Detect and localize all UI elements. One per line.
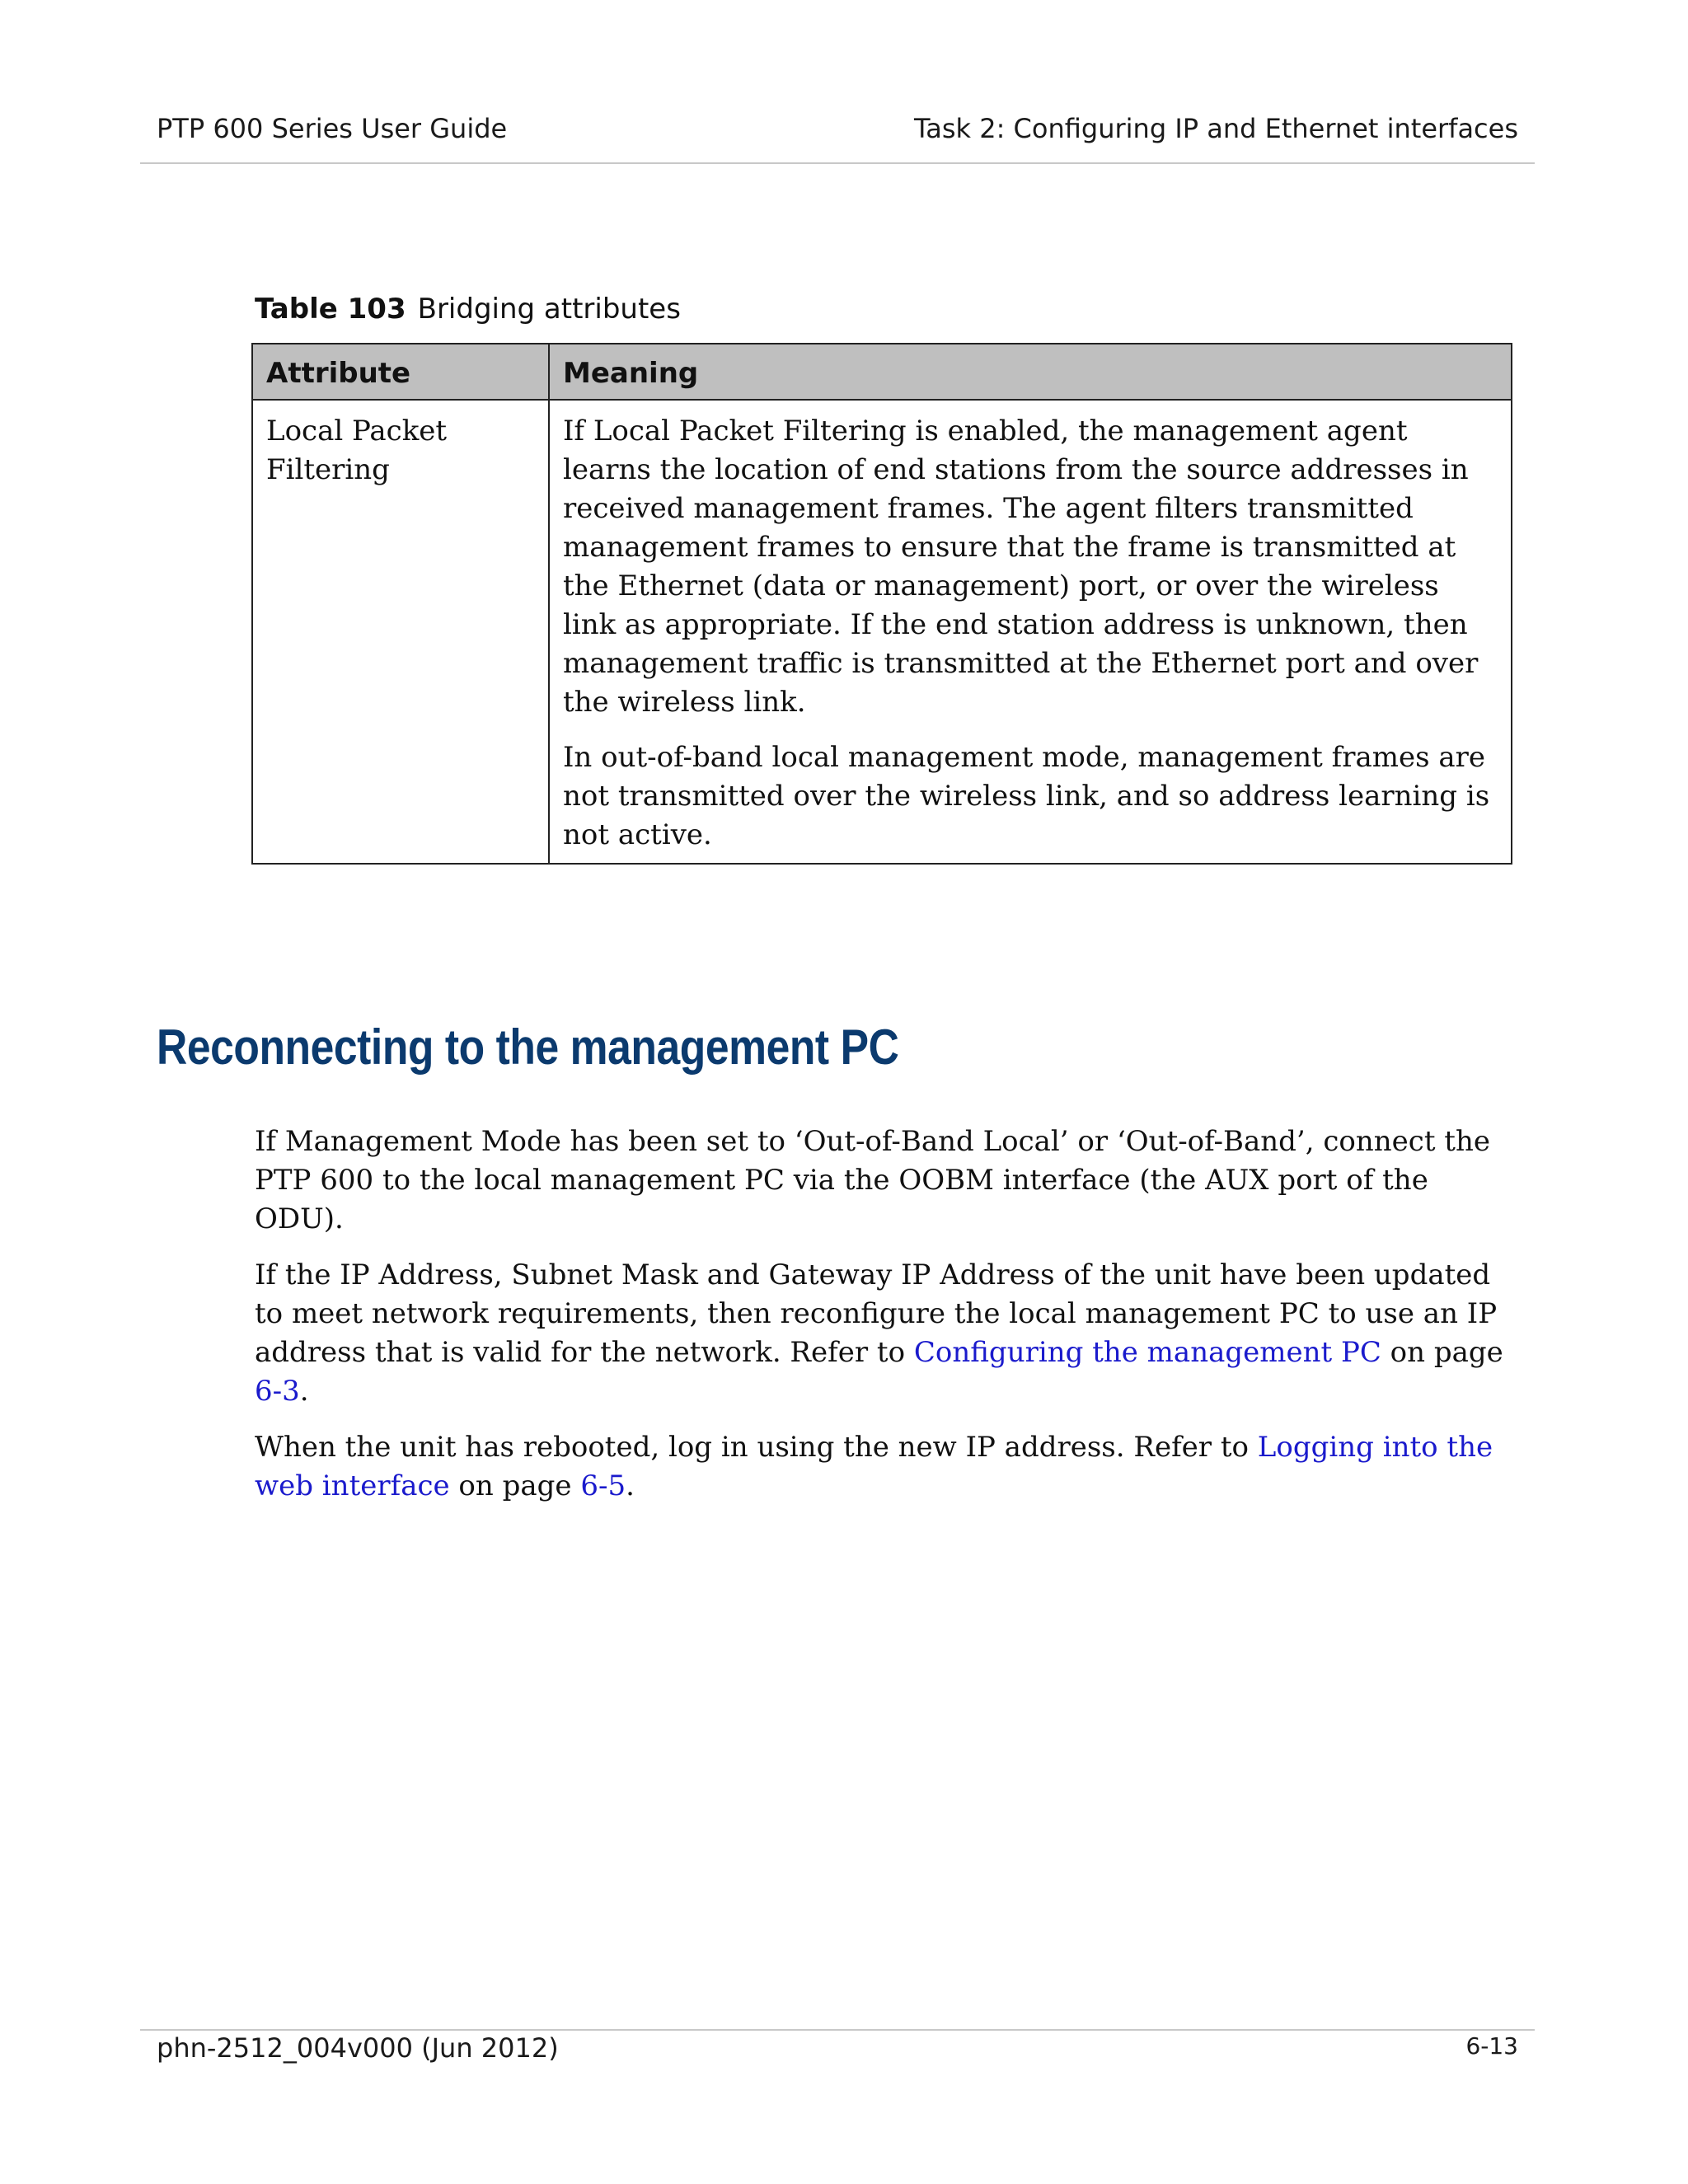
header-document-title: PTP 600 Series User Guide bbox=[157, 113, 508, 144]
body-paragraph bbox=[255, 1256, 1524, 1411]
paragraph-text: on page bbox=[1381, 1336, 1503, 1369]
column-header-meaning: Meaning bbox=[549, 344, 1512, 400]
meaning-cell bbox=[549, 400, 1512, 864]
body-paragraph bbox=[255, 1428, 1524, 1506]
footer-document-id: phn-2512_004v000 (Jun 2012) bbox=[157, 2032, 559, 2064]
attribute-name: Local Packet Filtering bbox=[266, 415, 448, 486]
paragraph-text: . bbox=[299, 1375, 309, 1408]
meaning-paragraph: If Local Packet Filtering is enabled, the management agent learns the location of end stations from the source addresses in received management frames. The agent filters transmitted management frames to ensure that the frame is transmitted at the Ethernet (data or management) port, or over the wireless link as appropriate. If the end station address is unknown, then management traffic is transmitted at the Ethernet port and over the wireless link. bbox=[563, 415, 1479, 719]
header-chapter-title: Task 2: Configuring IP and Ethernet interfaces bbox=[914, 113, 1518, 144]
body-paragraph: If Management Mode has been set to ‘Out-of-Band Local’ or ‘Out-of-Band’, connect the PTP 600 to the local management PC via the OOBM interface (the AUX port of the ODU). bbox=[255, 1125, 1490, 1235]
attribute-cell bbox=[252, 400, 549, 864]
bridging-attributes-table bbox=[251, 343, 1512, 865]
table-caption-number: Table 103 bbox=[255, 293, 406, 326]
section-heading: Reconnecting to the management PC bbox=[157, 1019, 899, 1075]
footer-divider bbox=[140, 2029, 1535, 2031]
link-page-6-3[interactable]: 6-3 bbox=[255, 1375, 300, 1408]
footer-page-number: 6-13 bbox=[1465, 2032, 1518, 2060]
table-row bbox=[252, 400, 1512, 864]
link-page-6-5[interactable]: 6-5 bbox=[580, 1469, 626, 1502]
section-body bbox=[255, 1122, 1524, 1523]
column-header-attribute: Attribute bbox=[252, 344, 549, 400]
table-caption bbox=[255, 293, 681, 326]
link-configuring-management-pc[interactable]: Configuring the management PC bbox=[913, 1336, 1381, 1369]
paragraph-text: . bbox=[626, 1469, 635, 1502]
header-divider bbox=[140, 162, 1535, 164]
meaning-paragraph: In out-of-band local management mode, management frames are not transmitted over the wireless link, and so address learning is not active. bbox=[563, 741, 1490, 851]
paragraph-text: on page bbox=[449, 1469, 581, 1502]
link-logging-into-web-interface[interactable]: Logging into the web interface bbox=[255, 1431, 1493, 1502]
table-header-row bbox=[252, 344, 1512, 400]
table-caption-title: Bridging attributes bbox=[417, 293, 681, 326]
paragraph-text: When the unit has rebooted, log in using the new IP address. Refer to bbox=[255, 1431, 1258, 1464]
paragraph-text: If the IP Address, Subnet Mask and Gateway IP Address of the unit have been updated to meet network requirements, then reconfigure the local management PC to use an IP address that is valid for the network. Refer to bbox=[255, 1258, 1498, 1369]
